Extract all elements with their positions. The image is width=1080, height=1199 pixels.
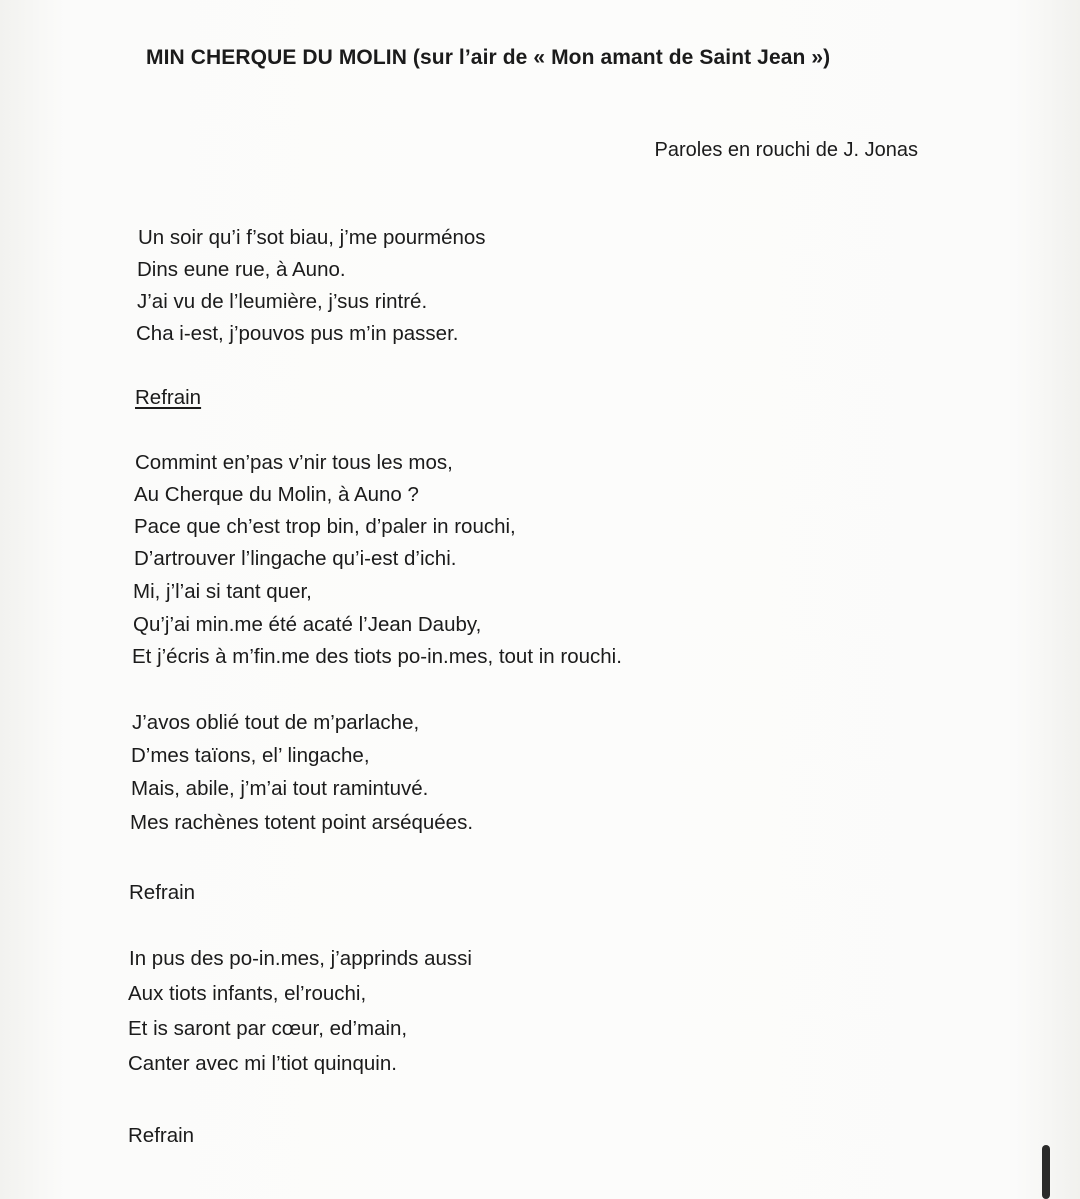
- refrain-line-5: Mi, j’l’ai si tant quer,: [133, 580, 312, 603]
- refrain-heading-3: Refrain: [128, 1124, 195, 1147]
- verse3-line-1: In pus des po-in.mes, j’apprinds aussi: [129, 947, 472, 970]
- verse1-line-4: Cha i-est, j’pouvos pus m’in passer.: [136, 322, 459, 345]
- refrain-heading-2: Refrain: [129, 881, 196, 904]
- verse3-line-4: Canter avec mi l’tiot quinquin.: [128, 1052, 397, 1075]
- refrain-line-3: Pace que ch’est trop bin, d’paler in rouchi,: [134, 515, 516, 538]
- refrain-line-4: D’artrouver l’lingache qu’i-est d’ichi.: [134, 547, 457, 570]
- verse3-line-2: Aux tiots infants, el’rouchi,: [128, 982, 367, 1005]
- lyrics-credit: Paroles en rouchi de J. Jonas: [654, 139, 918, 161]
- refrain-line-1: Commint en’pas v’nir tous les mos,: [135, 451, 453, 474]
- verse2-line-4: Mes rachènes totent point arséquées.: [130, 811, 474, 834]
- verse2-line-1: J’avos oblié tout de m’parlache,: [132, 711, 420, 734]
- verse1-line-2: Dins eune rue, à Auno.: [137, 258, 346, 281]
- verse2-line-2: D’mes taïons, el’ lingache,: [131, 744, 370, 767]
- verse1-line-1: Un soir qu’i f’sot biau, j’me pourménos: [138, 226, 486, 249]
- refrain-line-6: Qu’j’ai min.me été acaté l’Jean Dauby,: [133, 613, 482, 636]
- refrain-heading-underlined: Refrain: [135, 386, 202, 409]
- song-title: MIN CHERQUE DU MOLIN (sur l’air de « Mon amant de Saint Jean »): [146, 46, 831, 69]
- refrain-line-2: Au Cherque du Molin, à Auno ?: [134, 483, 419, 506]
- verse3-line-3: Et is saront par cœur, ed’main,: [128, 1017, 408, 1040]
- verse2-line-3: Mais, abile, j’m’ai tout ramintuvé.: [131, 777, 429, 800]
- scrollbar-thumb[interactable]: [1042, 1145, 1050, 1199]
- verse1-line-3: J’ai vu de l’leumière, j’sus rintré.: [137, 290, 428, 313]
- refrain-line-7: Et j’écris à m’fin.me des tiots po-in.mes, tout in rouchi.: [132, 645, 622, 668]
